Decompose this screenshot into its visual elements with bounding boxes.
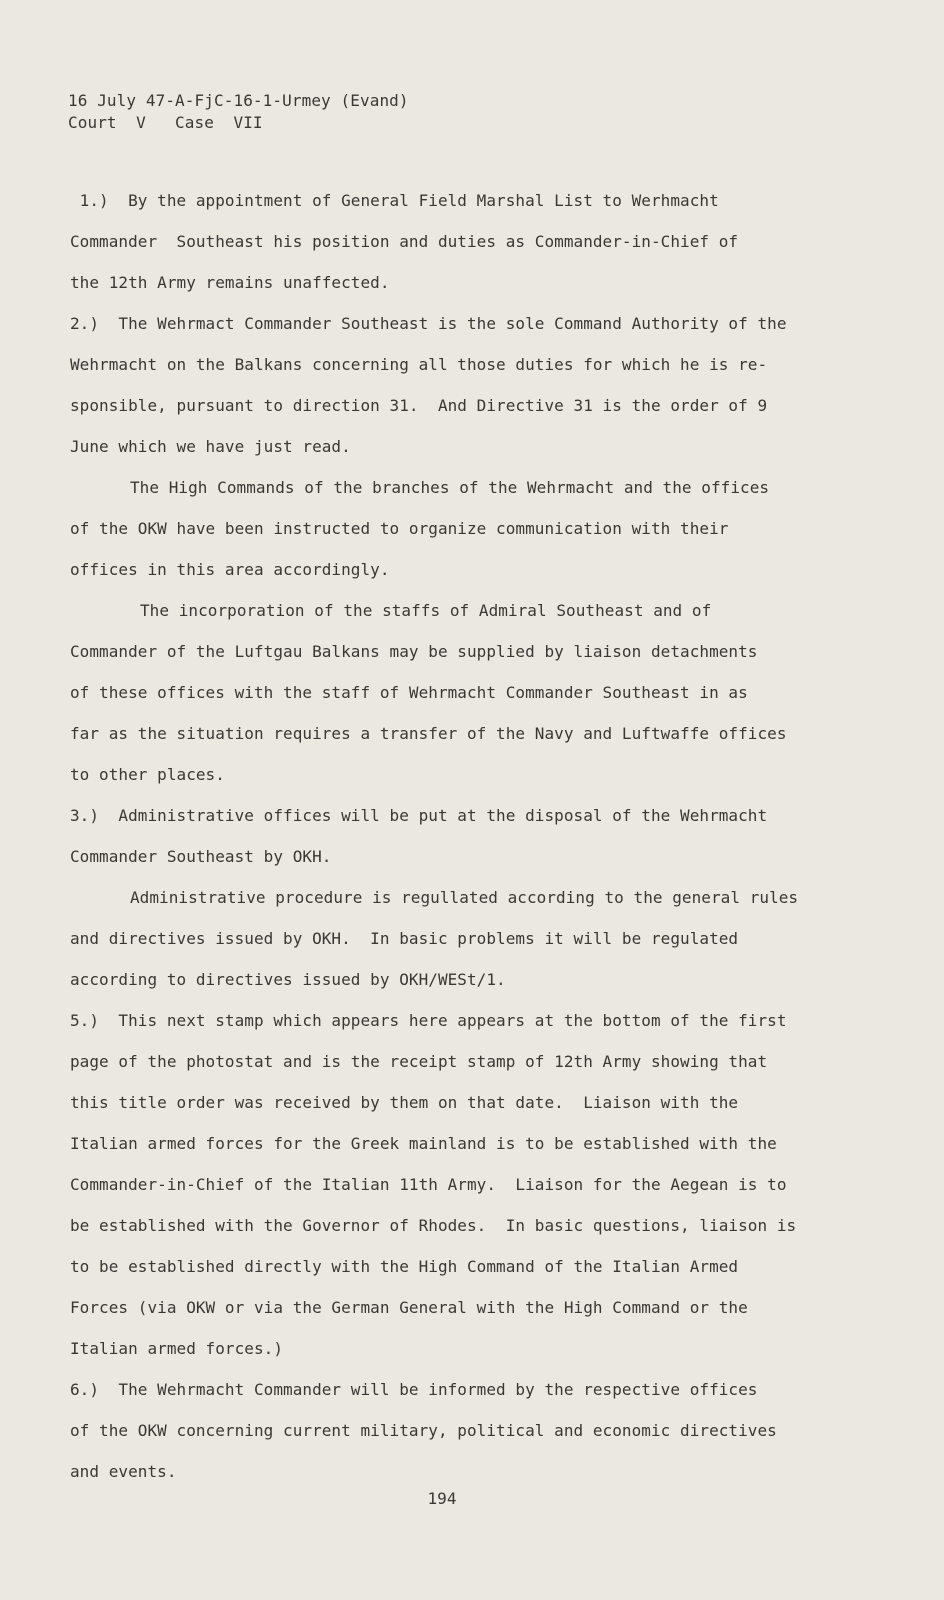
text-line: Italian armed forces for the Greek mainland is to be established with the (70, 1134, 777, 1153)
text-line: according to directives issued by OKH/WESt/1. (70, 970, 506, 989)
text-line: the 12th Army remains unaffected. (70, 273, 390, 292)
header-court-case: Court V Case VII (68, 113, 263, 132)
text-line: June which we have just read. (70, 437, 351, 456)
text-line: and events. (70, 1462, 177, 1481)
text-line: this title order was received by them on that date. Liaison with the (70, 1093, 739, 1112)
text-line: to other places. (70, 765, 225, 784)
text-line: 2.) The Wehrmact Commander Southeast is the sole Command Authority of the (70, 314, 787, 333)
text-line: Wehrmacht on the Balkans concerning all those duties for which he is re- (70, 355, 768, 374)
text-line: to be established directly with the High Command of the Italian Armed (70, 1257, 739, 1276)
text-line: far as the situation requires a transfer of the Navy and Luftwaffe offices (70, 724, 787, 743)
text-line: and directives issued by OKH. In basic problems it will be regulated (70, 929, 739, 948)
text-line: offices in this area accordingly. (70, 560, 390, 579)
page-number: 194 (427, 1489, 457, 1508)
text-line: The High Commands of the branches of the Wehrmacht and the offices (130, 478, 770, 497)
text-line: Commander of the Luftgau Balkans may be supplied by liaison detachments (70, 642, 758, 661)
text-line: 5.) This next stamp which appears here appears at the bottom of the first (70, 1011, 787, 1030)
text-line: of the OKW have been instructed to organize communication with their (70, 519, 729, 538)
text-line: Commander-in-Chief of the Italian 11th Army. Liaison for the Aegean is to (70, 1175, 787, 1194)
text-line: of the OKW concerning current military, political and economic directives (70, 1421, 777, 1440)
text-line: Forces (via OKW or via the German General with the High Command or the (70, 1298, 748, 1317)
document-body (70, 190, 850, 1502)
text-line: 3.) Administrative offices will be put at the disposal of the Wehrmacht (70, 806, 768, 825)
text-line: Commander Southeast by OKH. (70, 847, 332, 866)
text-line: Italian armed forces.) (70, 1339, 284, 1358)
text-line: be established with the Governor of Rhodes. In basic questions, liaison is (70, 1216, 797, 1235)
header-date-line: 16 July 47-A-FjC-16-1-Urmey (Evand) (68, 91, 409, 110)
text-line: Administrative procedure is regullated according to the general rules (130, 888, 799, 907)
text-line: 6.) The Wehrmacht Commander will be informed by the respective offices (70, 1380, 758, 1399)
text-line: page of the photostat and is the receipt stamp of 12th Army showing that (70, 1052, 768, 1071)
text-line: 1.) By the appointment of General Field Marshal List to Werhmacht (70, 191, 719, 210)
text-line: sponsible, pursuant to direction 31. And Directive 31 is the order of 9 (70, 396, 768, 415)
text-line: The incorporation of the staffs of Admiral Southeast and of (140, 601, 712, 620)
text-line: Commander Southeast his position and duties as Commander-in-Chief of (70, 232, 739, 251)
text-line: of these offices with the staff of Wehrmacht Commander Southeast in as (70, 683, 748, 702)
